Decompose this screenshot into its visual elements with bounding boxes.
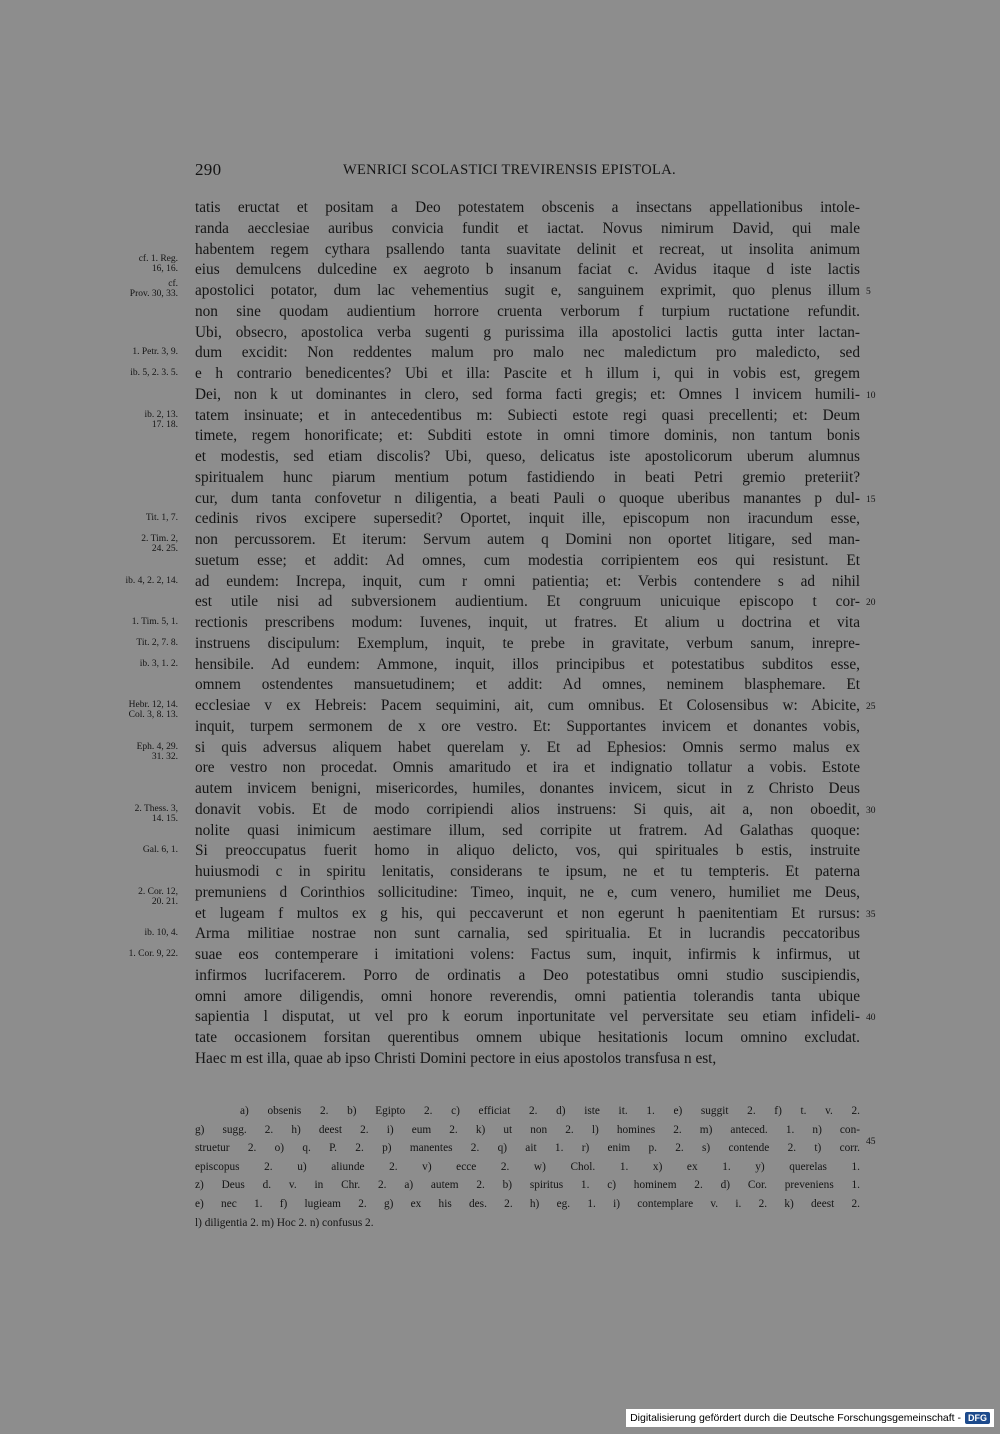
text-line: ecclesiae v ex Hebreis: Pacem sequimini, ait, cum omnibus. Et Colosensibus w: Abicite,: [195, 697, 860, 714]
margin-reference: 1. Cor. 9, 22.: [128, 949, 178, 959]
text-line: omni amore diligendis, omni honore reverendis, omni patientia tolerandis tanta ubique: [195, 987, 860, 1005]
text-line: Arma militiae nostrae non sunt carnalia, sed spiritualia. Et in lucrandis peccatoribus: [195, 925, 860, 943]
page-number: 290: [195, 160, 222, 179]
margin-reference: cf. 1. Reg. 16, 16.: [138, 253, 178, 274]
text-line: si quis adversus aliquem habet querelam y. Et ad Ephesios: Omnis sermo malus ex: [195, 738, 860, 756]
footnote-line: g) sugg. 2. h) deest 2. i) eum 2. k) ut non 2. l) homines 2. m) anteced. 1. n) con-: [195, 1123, 860, 1136]
margin-reference: Gal. 6, 1.: [142, 845, 178, 856]
margin-references: [0, 0, 190, 1434]
digitization-credit: [626, 1409, 994, 1427]
footnote-line: a) obsenis 2. b) Egipto 2. c) efficiat 2. d) iste it. 1. e) suggit 2. f) t. v. 2.: [240, 1105, 860, 1117]
text-line: autem invicem benigni, misericordes, humiles, donantes invicem, sicut in z Christo Deus: [195, 780, 860, 797]
text-line: Ubi, obsecro, apostolica verba sugenti g purissima illa apostolici lactis gutta inter lactan-: [195, 323, 860, 341]
margin-reference: ib. 3, 1. 2.: [139, 658, 178, 669]
margin-reference: Tit. 1, 7.: [145, 513, 178, 524]
text-line: huiusmodi c in spiritu lenitatis, considerans te ipsum, ne et tu tempteris. Et paterna: [195, 863, 860, 880]
text-line: eius demulcens dulcedine ex aegroto b insanum faciat c. Avidus itaque d iste lactis: [195, 261, 860, 279]
margin-reference: ib. 2, 13. 17. 18.: [144, 409, 178, 430]
margin-reference: Tit. 2, 7. 8.: [136, 637, 178, 648]
line-number: 40: [866, 1013, 876, 1024]
margin-reference: Eph. 4, 29. 31. 32.: [136, 741, 178, 762]
text-line: omnem ostendentes mansuetudinem; et addit: Ad omnes, neminem blasphemare. Et: [195, 676, 860, 694]
text-line: ad eundem: Increpa, inquit, cum r omni patientia; et: Verbis contendere s ad nihil: [195, 572, 860, 590]
text-line: donavit vobis. Et de modo corripiendi alios instruens: Si quis, ait a, non oboedit,: [195, 800, 860, 818]
text-line: tatis eructat et positam a Deo potestatem obscenis a insectans appellationibus intole-: [195, 199, 860, 216]
footnote-line-number: 45: [866, 1137, 876, 1147]
footnote-line: struetur 2. o) q. P. 2. p) manentes 2. q) ait 1. r) enim p. 2. s) contende 2. t) corr.: [195, 1142, 860, 1155]
margin-reference: 2. Cor. 12, 20. 21.: [138, 886, 178, 907]
text-line: non percussorem. Et iterum: Servum autem q Domini non oportet litigare, sed man-: [195, 531, 860, 548]
text-line: et lugeam f multos ex g his, qui peccaverunt et non egerunt h paenitentiam Et rursus:: [195, 904, 860, 922]
margin-reference: Hebr. 12, 14. Col. 3, 8. 13.: [128, 700, 178, 720]
line-number: 20: [866, 598, 876, 609]
text-line: tatem insinuate; et in antecedentibus m: Subiecti estote regi quasi precellenti; et: Deum: [195, 406, 860, 424]
margin-reference: 1. Tim. 5, 1.: [131, 617, 178, 627]
line-number: 35: [866, 909, 876, 920]
text-line: hensibile. Ad eundem: Ammone, inquit, illos principibus et potestatibus subditos esse,: [195, 655, 860, 673]
text-line: Si preoccupatus fuerit homo in aliquo delicto, vos, qui spirituales b estis, instruite: [195, 842, 860, 860]
text-line: tate occasionem forsitan querentibus omnem ubique hesitationis locum omnino excludat.: [195, 1029, 860, 1046]
dfg-logo: DFG: [965, 1412, 990, 1424]
text-line: apostolici potator, dum lac vehementius sugit e, sanguinem exprimit, quo plenus illum: [195, 282, 860, 299]
line-number: 30: [866, 805, 876, 816]
margin-reference: cf. Prov. 30, 33.: [129, 278, 178, 299]
running-title: WENRICI SCOLASTICI TREVIRENSIS EPISTOLA.: [343, 162, 676, 178]
text-line: cur, dum tanta confovetur n diligentia, a beati Pauli o quoque uberibus manantes p dul-: [195, 489, 860, 507]
text-line: inquit, turpem sermonem de x ore vestro. Et: Supportantes invicem et donantes vobis,: [195, 717, 860, 735]
footnotes: [195, 1102, 860, 1232]
main-text: [195, 198, 860, 1070]
text-line: non sine quodam audientium horrore cruenta verborum f turpium ructatione refundit.: [195, 302, 860, 320]
text-line: suetum esse; et addit: Ad omnes, cum modestia corripientem eos qui resistunt. Et: [195, 551, 860, 569]
footnote-line: e) nec 1. f) lugieam 2. g) ex his des. 2. h) eg. 1. i) contemplare v. i. 2. k) deest 2.: [195, 1197, 860, 1210]
text-line: est utile nisi ad subversionem audientium. Et congruum unicuique episcopo t cor-: [195, 593, 860, 611]
margin-reference: ib. 4, 2. 2, 14.: [125, 575, 178, 586]
text-line: et modestis, sed etiam discolis? Ubi, queso, delicatus iste apostolicorum uberum alumnus: [195, 448, 860, 465]
margin-reference: 2. Thess. 3, 14. 15.: [134, 803, 178, 824]
text-line: spiritualem hunc piarum mentium potum fastidiendo in beati Petri gremio preteriit?: [195, 468, 860, 486]
margin-reference: 2. Tim. 2, 24. 25.: [141, 534, 178, 554]
line-number: 5: [866, 287, 871, 297]
text-line: habentem regem cythara psallendo tanta suavitate delinit et recreat, ut insolita animum: [195, 240, 860, 258]
margin-reference: ib. 5, 2. 3. 5.: [130, 368, 178, 378]
text-line: suae eos contemperare i imitationi volens: Factus sum, inquit, infirmis k infirmus, ut: [195, 946, 860, 963]
text-line: instruens discipulum: Exemplum, inquit, te prebe in gravitate, verbum sanum, inrepre-: [195, 634, 860, 652]
text-line: ore vestro non procedat. Omnis amaritudo et ira et indignatio tollatur a vobis. Estote: [195, 759, 860, 777]
text-line: nolite quasi inimicum aestimare illum, sed corripite ut fratrem. Ad Galathas quoque:: [195, 821, 860, 839]
margin-reference: ib. 10, 4.: [144, 928, 178, 939]
text-line: Dei, non k ut dominantes in clero, sed forma facti gregis; et: Omnes l invicem humili-: [195, 385, 860, 403]
text-line: dum excidit: Non reddentes malum pro malo nec maledictum pro maledicto, sed: [195, 344, 860, 362]
margin-reference: 1. Petr. 3, 9.: [132, 347, 178, 358]
text-line: premuniens d Corinthios sollicitudine: Timeo, inquit, ne e, cum venero, humiliet me Deus,: [195, 883, 860, 901]
text-line: e h contrario benedicentes? Ubi et illa: Pascite et h illum i, qui in vobis est, gregem: [195, 365, 860, 382]
text-line: Haec m est illa, quae ab ipso Christi Domini pectore in eius apostolos transfusa n est,: [195, 1049, 717, 1067]
line-number: 10: [866, 390, 876, 401]
running-header: [195, 160, 860, 182]
line-number: 15: [866, 494, 876, 505]
text-line: randa aecclesiae auribus convicia fundit et iactat. Novus nimirum David, qui male: [195, 219, 860, 237]
credit-text: Digitalisierung gefördert durch die Deutsche Forschungsgemeinschaft -: [630, 1412, 961, 1424]
text-line: rectionis prescribens modum: Iuvenes, inquit, ut fratres. Et alium u doctrina et vita: [195, 614, 860, 631]
text-line: cedinis rivos excipere supersedit? Oportet, inquit ille, episcopum non iracundum esse,: [195, 510, 860, 528]
line-number: 25: [866, 702, 876, 712]
text-line: infirmos lucrifacerem. Porro de ordinatis a Deo potestatibus omni studio suscipiendis,: [195, 966, 860, 984]
footnote-line: z) Deus d. v. in Chr. 2. a) autem 2. b) spiritus 1. c) hominem 2. d) Cor. preveniens 1.: [195, 1179, 860, 1192]
text-line: timete, regem honorificate; et: Subditi estote in omni timore dominis, non tantum bonis: [195, 427, 860, 445]
footnote-line: l) diligentia 2. m) Hoc 2. n) confusus 2.: [195, 1216, 374, 1229]
footnote-line: episcopus 2. u) aliunde 2. v) ecce 2. w) Chol. 1. x) ex 1. y) querelas 1.: [195, 1160, 860, 1173]
text-line: sapientia l disputat, ut vel pro k eorum inportunitate vel perversitate seu etiam infideli-: [195, 1008, 860, 1026]
